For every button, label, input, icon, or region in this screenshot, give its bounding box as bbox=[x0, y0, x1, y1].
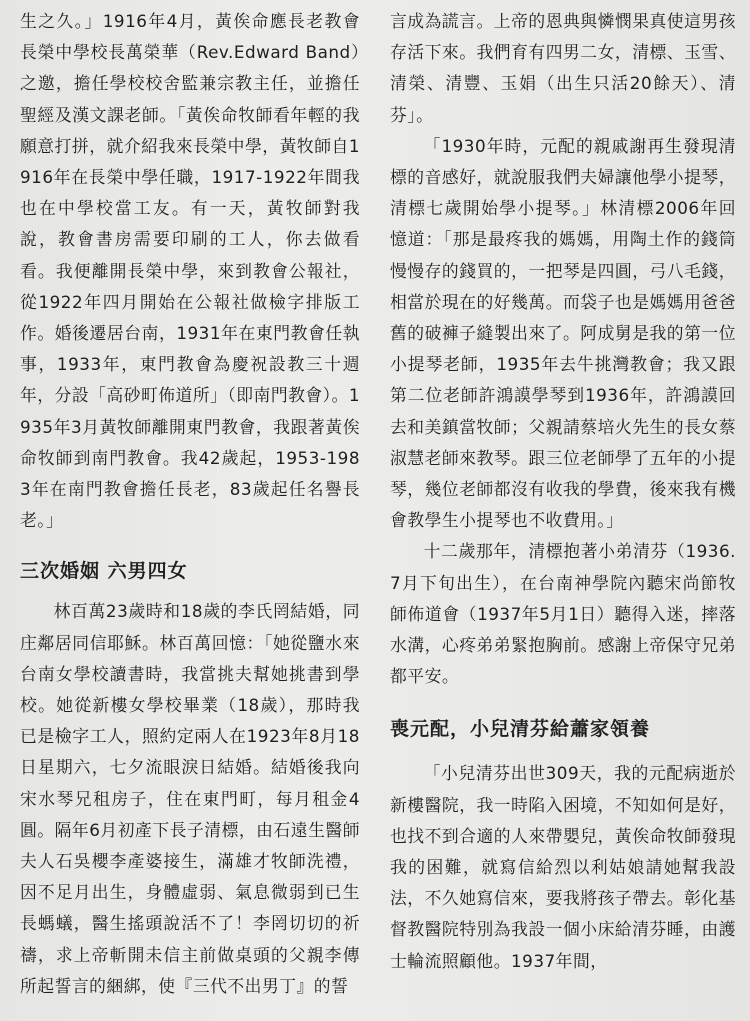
right-paragraph-4: 「小兒清芬出世309天，我的元配病逝於新樓醫院，我一時陷入困境，不知如何是好，也找不到合適的人來帶嬰兒，黃俟命牧師發現我的困難，就寫信給烈以利姑娘請她幫我設法，不久她寫信來，要我將孩子帶去。彰化基督教醫院特別為我設一個小床給清芬睡，由護士輪流照顧他。1937年間， bbox=[390, 763, 736, 971]
right-paragraph-3: 十二歲那年，清標抱著小弟清芬（1936.7月下旬出生），在台南神學院內聽宋尚節牧師佈道會（1937年5月1日）聽得入迷，摔落水溝，心疼弟弟緊抱胸前。感謝上帝保守兄弟都平安。 bbox=[390, 541, 736, 687]
section-heading-marriages: 三次婚姻 六男四女 bbox=[20, 560, 188, 583]
right-paragraph-2: 「1930年時，元配的親戚謝再生發現清標的音感好，就說服我們夫婦讓他學小提琴，清標七歲開始學小提琴。」林清標2006年回憶道：「那是最疼我的媽媽，用陶土作的錢筒慢慢存的錢買的，一把琴是四圓，弓八毛錢，相當於現在的好幾萬。而袋子也是媽媽用爸爸舊的破褲子縫製出來了。阿成舅是我的第一位小提琴老師，1935年去牛挑灣教會；我又跟第二位老師許鴻謨學琴到1936年，許鴻謨回去和美鎮當牧師；父親請蔡培火先生的長女蔡淑慧老師來教琴。跟三位老師學了五年的小提琴，幾位老師都沒有收我的學費，後來我有機會教學生小提琴也不收費用。」 bbox=[390, 135, 736, 531]
section-heading-first-wife-death: 喪元配，小兒清芬給蕭家領養 bbox=[390, 718, 651, 741]
left-paragraph-2: 林百萬23歲時和18歲的李氏罔結婚，同庄鄰居同信耶穌。林百萬回憶：「她從鹽水來台南女學校讀書時，我當挑夫幫她挑書到學校。她從新樓女學校畢業（18歲），那時我已是檢字工人，照約定兩人在1923年8月18日星期六，七夕流眼淚日結婚。結婚後我向宋水琴兄租房子，住在東門町，每月租金4圓。隔年6月初產下長子清標，由石遠生醫師夫人石吳櫻李產婆接生，滿雄才牧師洗禮，因不足月出生，身體虛弱、氣息微弱到已生長螞蟻，醫生搖頭說活不了！李罔切切的祈禱，求上帝斬開未信主前做桌頭的父親李傳所起誓言的綑綁，使『三代不出男丁』的誓 bbox=[20, 601, 360, 996]
right-column bbox=[390, 6, 736, 977]
right-paragraph-1: 言成為謊言。上帝的恩典與憐憫果真使這男孩存活下來。我們育有四男二女，清標、玉雪、清榮、清豐、玉娟（出生只活20餘天）、清芬」。 bbox=[390, 11, 736, 125]
left-column bbox=[20, 6, 360, 1002]
left-paragraph-1: 生之久。」1916年4月，黃俟命應長老教會長榮中學校長萬榮華（Rev.Edward Band）之邀，擔任學校校舍監兼宗教主任，並擔任聖經及漢文課老師。「黃俟命牧師看年輕的我願意打拼，就介紹我來長榮中學，黃牧師自1916年在長榮中學任職，1917-1922年間我也在中學校當工友。有一天，黃牧師對我說，教會書房需要印刷的工人，你去做看看。我便離開長榮中學，來到教會公報社，從1922年四月開始在公報社做檢字排版工作。婚後遷居台南，1931年在東門教會任執事，1933年，東門教會為慶祝設教三十週年，分設「高砂町佈道所」（即南門教會）。1935年3月黃牧師離開東門教會，我跟著黃俟命牧師到南門教會。我42歲起，1953-1983年在南門教會擔任長老，83歲起任名譽長老。」 bbox=[20, 11, 361, 531]
